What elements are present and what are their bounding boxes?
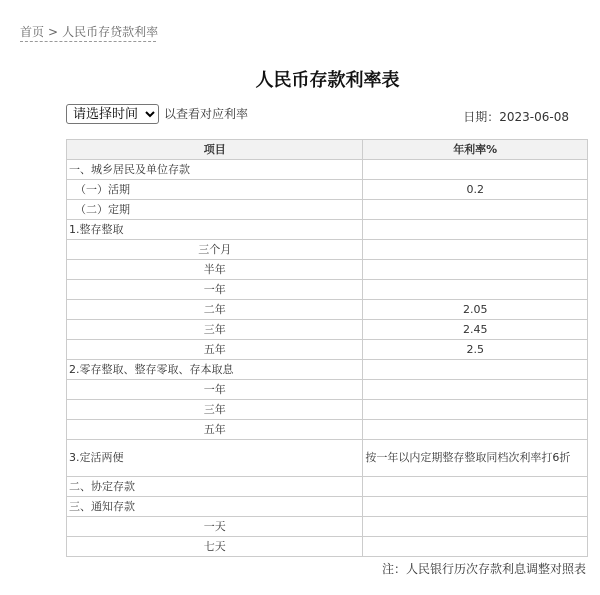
row-item: 二、协定存款 bbox=[67, 477, 363, 497]
row-item: 三、通知存款 bbox=[67, 497, 363, 517]
row-rate bbox=[363, 200, 588, 220]
date-label: 日期： bbox=[463, 110, 500, 124]
header-rate: 年利率% bbox=[363, 140, 588, 160]
table-row bbox=[67, 260, 588, 280]
table-row bbox=[67, 340, 588, 360]
table-row bbox=[67, 440, 588, 477]
table-row bbox=[67, 200, 588, 220]
table-row bbox=[67, 220, 588, 240]
row-rate bbox=[363, 380, 588, 400]
table-row bbox=[67, 477, 588, 497]
row-item: 三年 bbox=[67, 400, 363, 420]
footer-note: 注：人民银行历次存款利息调整对照表 bbox=[381, 562, 586, 576]
rate-table-body bbox=[67, 160, 588, 557]
table-row bbox=[67, 517, 588, 537]
header-item: 项目 bbox=[67, 140, 363, 160]
row-item: 五年 bbox=[67, 340, 363, 360]
row-item: 五年 bbox=[67, 420, 363, 440]
row-rate: 按一年以内定期整存整取同档次利率打6折 bbox=[363, 440, 588, 477]
row-item: （一）活期 bbox=[67, 180, 363, 200]
row-rate: 0.2 bbox=[363, 180, 588, 200]
breadcrumb-separator: > bbox=[48, 25, 59, 39]
breadcrumb-current-link[interactable]: 人民币存贷款利率 bbox=[62, 25, 159, 39]
table-row bbox=[67, 537, 588, 557]
row-item: 一年 bbox=[67, 280, 363, 300]
row-rate bbox=[363, 220, 588, 240]
table-row bbox=[67, 420, 588, 440]
row-rate bbox=[363, 477, 588, 497]
table-row bbox=[67, 497, 588, 517]
table-row bbox=[67, 400, 588, 420]
row-item: 三个月 bbox=[67, 240, 363, 260]
row-rate: 2.45 bbox=[363, 320, 588, 340]
breadcrumb-home-link[interactable]: 首页 bbox=[20, 25, 45, 39]
breadcrumb bbox=[20, 24, 159, 42]
row-rate: 2.05 bbox=[363, 300, 588, 320]
row-rate bbox=[363, 517, 588, 537]
row-item: 七天 bbox=[67, 537, 363, 557]
table-row bbox=[67, 280, 588, 300]
table-header-row bbox=[67, 140, 588, 160]
row-item: 一年 bbox=[67, 380, 363, 400]
page-title: 人民币存款利率表 bbox=[255, 70, 400, 91]
row-item: 二年 bbox=[67, 300, 363, 320]
time-select[interactable] bbox=[66, 104, 159, 124]
row-rate bbox=[363, 420, 588, 440]
table-row bbox=[67, 240, 588, 260]
select-hint: 以查看对应利率 bbox=[164, 107, 249, 121]
row-rate bbox=[363, 360, 588, 380]
table-row bbox=[67, 380, 588, 400]
row-item: 2.零存整取、整存零取、存本取息 bbox=[67, 360, 363, 380]
row-rate bbox=[363, 537, 588, 557]
table-row bbox=[67, 160, 588, 180]
row-rate bbox=[363, 497, 588, 517]
table-row bbox=[67, 180, 588, 200]
row-item: 1.整存整取 bbox=[67, 220, 363, 240]
rate-table bbox=[66, 139, 588, 557]
row-item: 一、城乡居民及单位存款 bbox=[67, 160, 363, 180]
row-rate bbox=[363, 260, 588, 280]
row-item: 半年 bbox=[67, 260, 363, 280]
table-row bbox=[67, 300, 588, 320]
row-rate bbox=[363, 240, 588, 260]
row-rate: 2.5 bbox=[363, 340, 588, 360]
table-row bbox=[67, 360, 588, 380]
row-rate bbox=[363, 160, 588, 180]
row-item: 一天 bbox=[67, 517, 363, 537]
table-row bbox=[67, 320, 588, 340]
date-display bbox=[463, 109, 569, 125]
row-item: 三年 bbox=[67, 320, 363, 340]
row-rate bbox=[363, 280, 588, 300]
row-item: 3.定活两便 bbox=[67, 440, 363, 477]
date-value: 2023-06-08 bbox=[499, 110, 569, 124]
row-item: （二）定期 bbox=[67, 200, 363, 220]
row-rate bbox=[363, 400, 588, 420]
